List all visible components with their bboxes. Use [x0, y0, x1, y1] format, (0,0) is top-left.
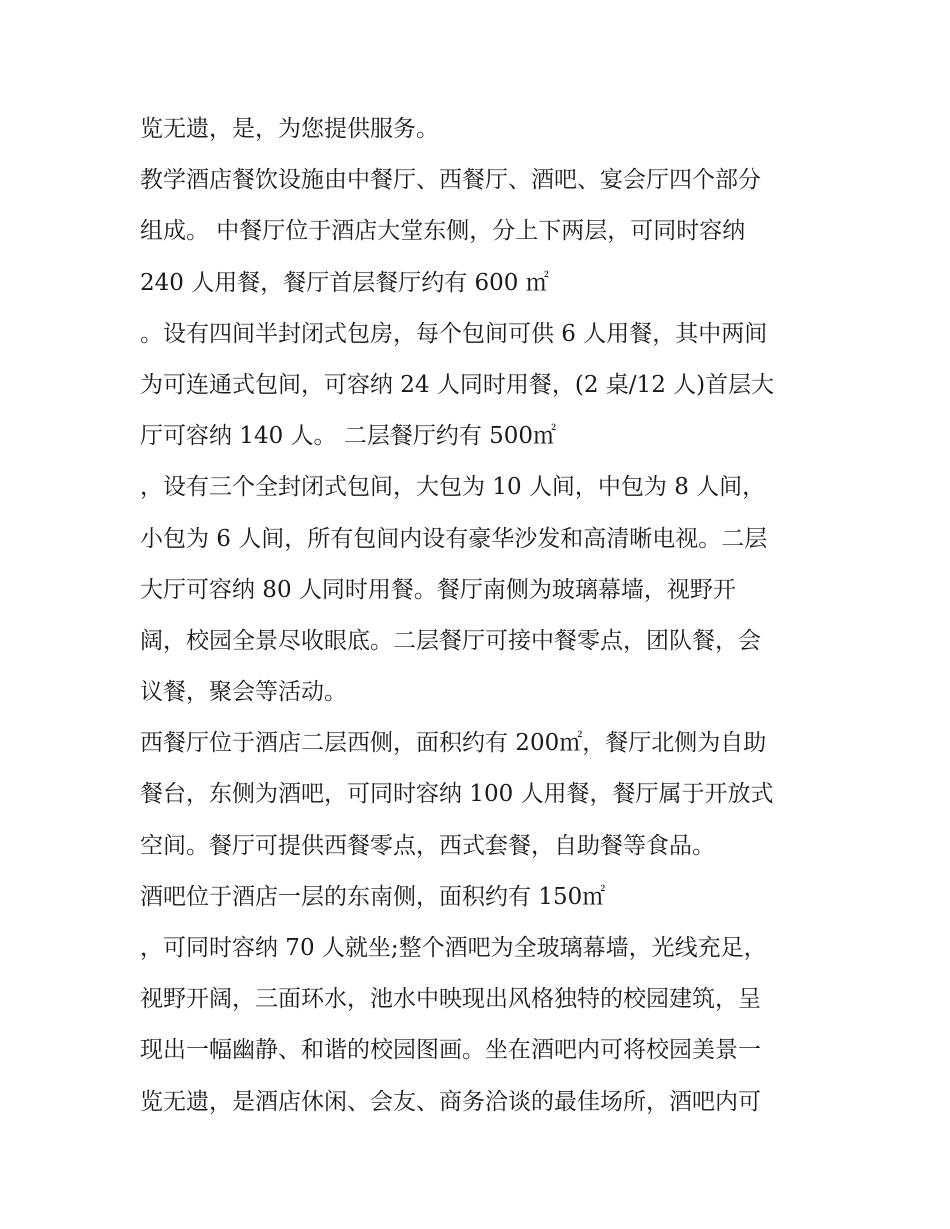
- text-line: 为可连通式包间，可容纳 24 人同时用餐，(2 桌/12 人)首层大: [140, 371, 775, 398]
- text-line: ，设有三个全封闭式包间，大包为 10 人间，中包为 8 人间，: [140, 474, 766, 501]
- text-line: 。设有四间半封闭式包房，每个包间可供 6 人用餐，其中两间: [140, 320, 768, 347]
- text-line: 议餐，聚会等活动。: [140, 679, 347, 706]
- text-line: 阔，校园全景尽收眼底。二层餐厅可接中餐零点，团队餐，会: [140, 627, 761, 654]
- text-line: 览无遗，是酒店休闲、会友、商务洽谈的最佳场所，酒吧内可: [140, 1088, 761, 1115]
- text-line: 240 人用餐，餐厅首层餐厅约有 600 ㎡: [140, 269, 549, 296]
- text-line: 西餐厅位于酒店二层西侧，面积约有 200㎡，餐厅北侧为自助: [140, 730, 767, 757]
- text-line: 小包为 6 人间，所有包间内设有豪华沙发和高清晰电视。二层: [140, 525, 768, 552]
- text-line: 餐台，东侧为酒吧，可同时容纳 100 人用餐，餐厅属于开放式: [140, 781, 774, 808]
- text-line: 厅可容纳 140 人。 二层餐厅约有 500㎡: [140, 423, 557, 450]
- text-line: 现出一幅幽静、和谐的校园图画。坐在酒吧内可将校园美景一: [140, 1037, 761, 1064]
- document-body: [140, 106, 820, 1130]
- text-line: 组成。 中餐厅位于酒店大堂东侧，分上下两层，可同时容纳: [140, 218, 746, 245]
- text-line: 视野开阔，三面环水，池水中映现出风格独特的校园建筑，呈: [140, 986, 761, 1013]
- text-line: 酒吧位于酒店一层的东南侧，面积约有 150㎡: [140, 883, 606, 910]
- text-line: 大厅可容纳 80 人同时用餐。餐厅南侧为玻璃幕墙，视野开: [140, 576, 736, 603]
- text-line: 教学酒店餐饮设施由中餐厅、西餐厅、酒吧、宴会厅四个部分: [140, 167, 761, 194]
- text-line: 览无遗，是，为您提供服务。: [140, 116, 439, 142]
- text-line: ，可同时容纳 70 人就坐;整个酒吧为全玻璃幕墙，光线充足，: [140, 935, 767, 961]
- text-line: 空间。餐厅可提供西餐零点，西式套餐，自助餐等食品。: [140, 832, 715, 859]
